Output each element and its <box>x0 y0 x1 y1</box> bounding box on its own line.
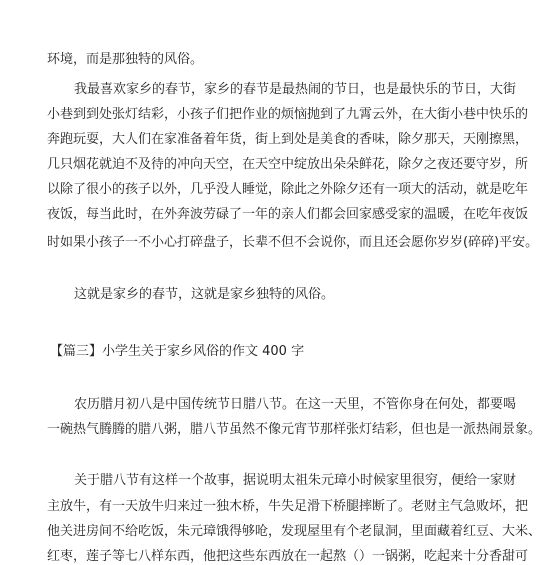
paragraph-line: 农历腊月初八是中国传统节日腊八节。在这一天里，不管你身在何处，都要喝 <box>74 397 517 412</box>
paragraph-line: 一碗热气腾腾的腊八粥，腊八节虽然不像元宵节那样张灯结彩，但也是一派热闹景象。 <box>47 422 541 437</box>
paragraph-line: 以除了很小的孩子以外，几乎没人睡觉，除此之外除夕还有一项大的活动，就是吃年 <box>47 182 529 197</box>
paragraph-line: 主放牛，有一天放牛归来过一独木桥，牛失足滑下桥腿摔断了。老财主气急败坏，把 <box>47 499 529 514</box>
paragraph-line: 我最喜欢家乡的春节，家乡的春节是最热闹的节日，也是最快乐的节日，大街 <box>74 82 517 97</box>
paragraph-line: 夜饭，每当此时，在外奔波劳碌了一年的亲人们都会回家感受家的温暖，在吃年夜饭 <box>47 207 529 222</box>
paragraph-line: 奔跑玩耍，大人们在家准备着年货，街上到处是美食的香味，除夕那天，天刚擦黑， <box>47 132 529 147</box>
paragraph-line: 几只烟花就迫不及待的冲向天空，在天空中绽放出朵朵鲜花，除夕之夜还要守岁，所 <box>47 157 529 172</box>
paragraph-line: 关于腊八节有这样一个故事，据说明太祖朱元璋小时候家里很穷，便给一家财 <box>74 473 517 488</box>
paragraph-line: 时如果小孩子一不小心打碎盘子，长辈不但不会说你，而且还会愿你岁岁(碎碎)平安。 <box>47 235 539 250</box>
section-heading: 【篇三】小学生关于家乡风俗的作文 400 字 <box>50 344 305 359</box>
paragraph-line: 这就是家乡的春节，这就是家乡独特的风俗。 <box>74 287 335 302</box>
paragraph-line: 小巷到到处张灯结彩，小孩子们把作业的烦恼抛到了九霄云外，在大街小巷中快乐的 <box>47 107 529 122</box>
paragraph-line: 他关进房间不给吃饭，朱元璋饿得够呛，发现屋里有个老鼠洞，里面藏着红豆、大米、 <box>47 524 541 539</box>
paragraph-line: 红枣，莲子等七八样东西，他把这些东西放在一起熬（）一锅粥，吃起来十分香甜可 <box>47 549 529 564</box>
paragraph-line: 环境，而是那独特的风俗。 <box>47 52 204 67</box>
